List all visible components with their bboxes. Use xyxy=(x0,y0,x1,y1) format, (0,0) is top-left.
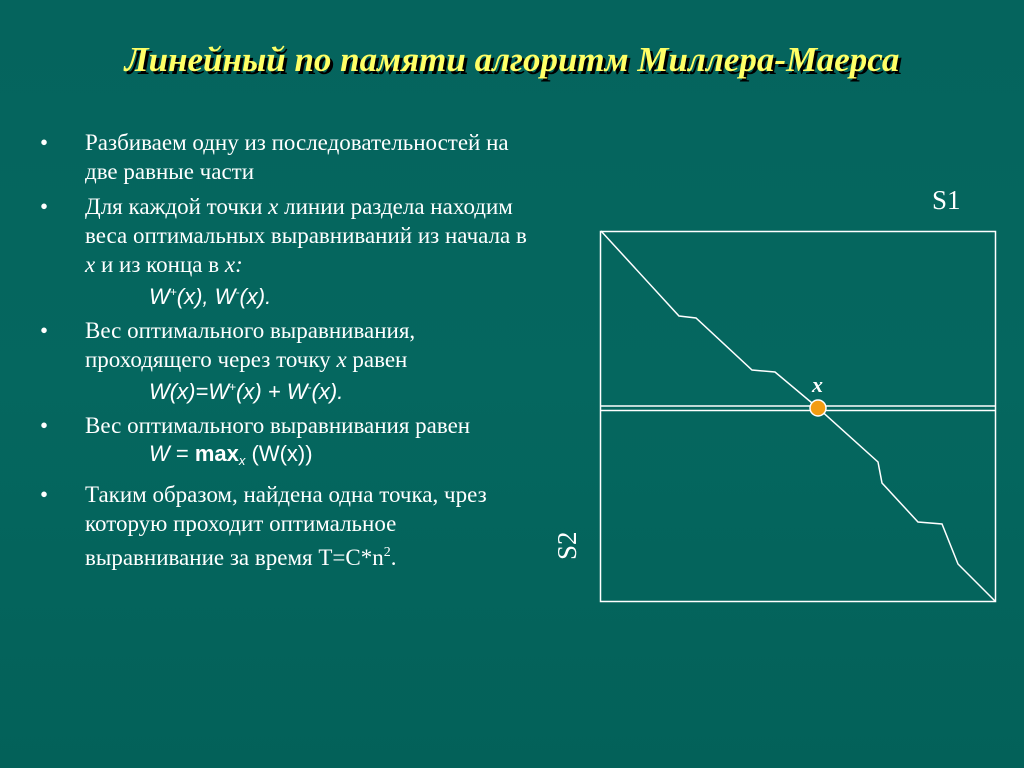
formula-sup: + xyxy=(169,285,177,299)
alignment-path xyxy=(601,231,995,601)
variable-x: x xyxy=(85,252,96,277)
formula-sup: + xyxy=(229,380,237,394)
formula-part: (x). xyxy=(311,379,344,404)
alignment-diagram xyxy=(540,180,1010,610)
bullet-glyph: • xyxy=(40,130,49,155)
formula-part: (x). xyxy=(239,284,272,309)
slide-title: Линейный по памяти алгоритм Миллера-Маерса xyxy=(124,40,900,79)
formula-max-operator: max xyxy=(194,441,239,466)
bullet-text: линии раздела находим веса оптимальных выравниваний из начала в xyxy=(85,194,527,248)
bullet-text: Разбиваем одну из последовательностей на две равные части xyxy=(85,130,509,184)
label-s2: S2 xyxy=(552,531,582,560)
formula-part: W xyxy=(149,441,170,466)
formula-part: (W(x)) xyxy=(245,441,313,466)
formula-part: (x) + W xyxy=(236,379,308,404)
bullet-glyph: • xyxy=(40,318,49,343)
bullet-text: Таким образом, найдена одна точка, чрез которую проходит оптимальное выравнивание за время T=C*n xyxy=(85,482,487,570)
formula-weights xyxy=(85,279,540,310)
formula-sup: - xyxy=(307,380,312,394)
alignment-matrix-frame xyxy=(601,232,996,602)
bullet-item xyxy=(40,128,540,186)
bullet-text: Вес оптимального выравнивания равен xyxy=(85,413,471,438)
formula-part: W xyxy=(149,284,170,309)
formula-sub: x xyxy=(238,453,246,468)
bullet-text: Для каждой точки xyxy=(85,194,269,219)
formula-sum xyxy=(85,374,540,405)
bullet-item xyxy=(40,411,540,474)
variable-x: x: xyxy=(224,252,243,277)
formula-part: W(x)=W xyxy=(149,379,230,404)
variable-x: x xyxy=(268,194,279,219)
bullet-text: Вес оптимального выравнивания, проходящего через точку xyxy=(85,318,416,372)
bullet-text: . xyxy=(390,545,397,570)
formula-part: = xyxy=(169,441,195,466)
bullet-text: и из конца в xyxy=(95,252,225,277)
bullet-glyph: • xyxy=(40,413,49,438)
formula-max xyxy=(85,440,540,474)
formula-part: (x), W xyxy=(176,284,236,309)
formula-sup: - xyxy=(235,285,240,299)
superscript: 2 xyxy=(383,545,391,560)
split-point-marker xyxy=(810,400,826,416)
variable-x: x xyxy=(336,347,347,372)
bullet-item xyxy=(40,192,540,310)
label-s1: S1 xyxy=(932,185,961,215)
bullet-list xyxy=(40,128,540,578)
bullet-item xyxy=(40,480,540,572)
bullet-glyph: • xyxy=(40,482,49,507)
bullet-text: равен xyxy=(346,347,408,372)
bullet-item xyxy=(40,316,540,405)
split-point-label: x xyxy=(812,372,823,397)
bullet-glyph: • xyxy=(40,194,49,219)
